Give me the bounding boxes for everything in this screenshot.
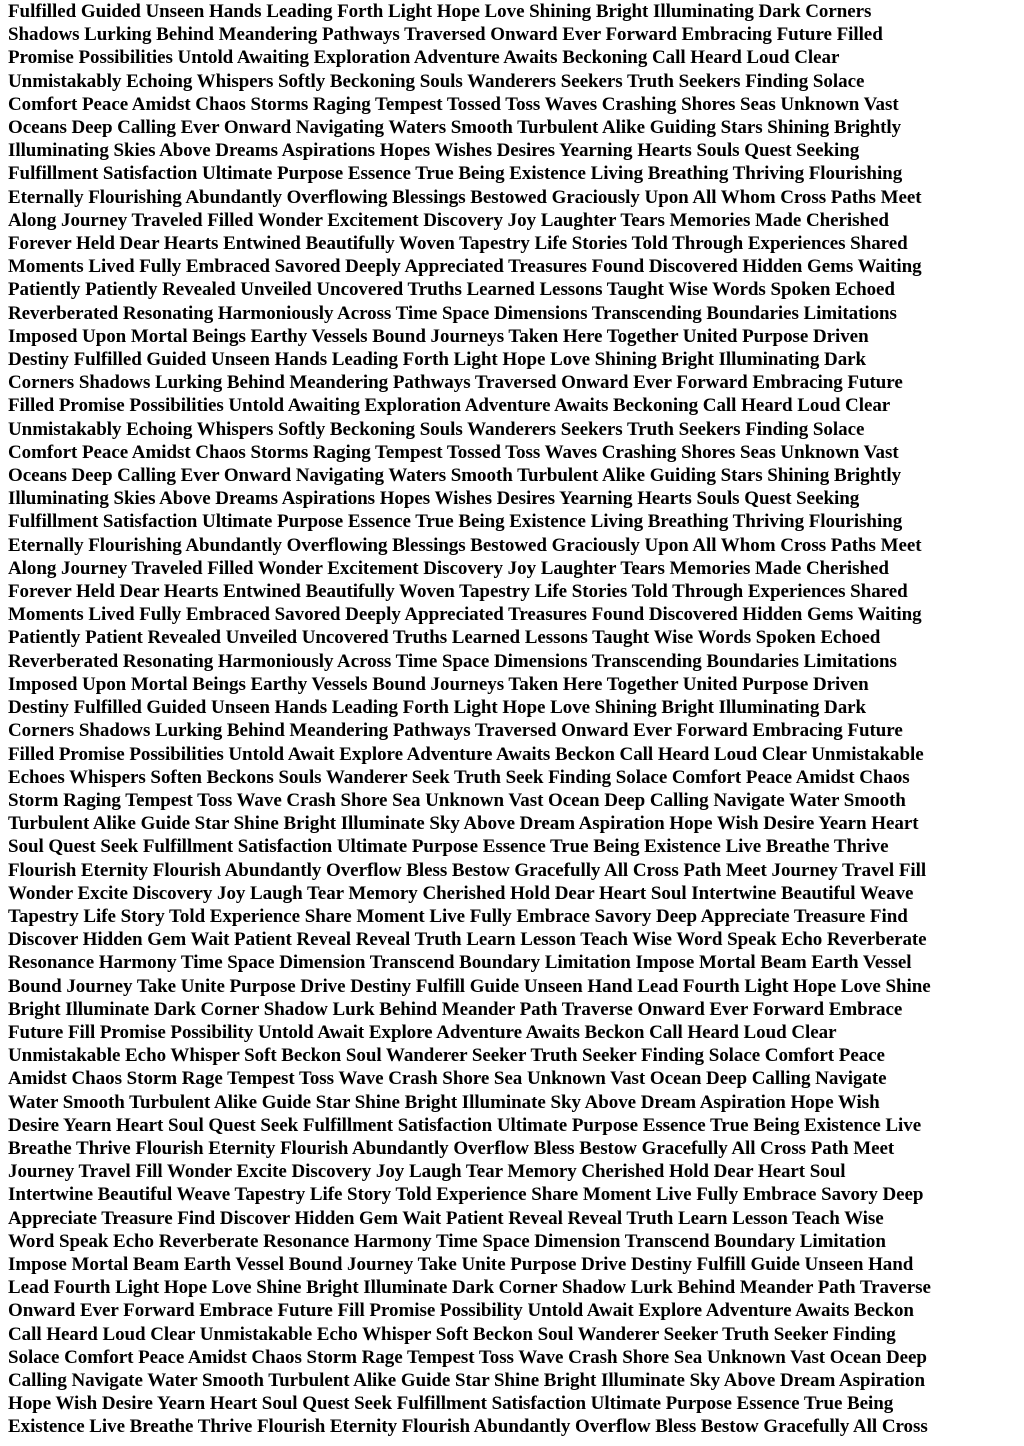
text-line: Storm Raging Tempest Toss Wave Crash Shore Sea Unknown Vast Ocean Deep Calling Navigate Water Smooth (8, 789, 906, 811)
text-line: Comfort Peace Amidst Chaos Storms Raging Tempest Tossed Toss Waves Crashing Shores Seas Unknown Vast (8, 93, 899, 115)
text-line: Filled Promise Possibilities Untold Awaiting Exploration Adventure Awaits Beckoning Call Heard Loud Clear (8, 395, 891, 417)
text-line: Along Journey Traveled Filled Wonder Excitement Discovery Joy Laughter Tears Memories Made Cherished (8, 209, 889, 231)
text-line: Fulfillment Satisfaction Ultimate Purpose Essence True Being Existence Living Breathing Thriving Flourishing (8, 511, 903, 533)
text-line: Oceans Deep Calling Ever Onward Navigating Waters Smooth Turbulent Alike Guiding Stars Shining Brightly (8, 465, 902, 487)
text-line: Destiny Fulfilled Guided Unseen Hands Leading Forth Light Hope Love Shining Bright Illuminating Dark (8, 349, 867, 371)
text-line: Corners Shadows Lurking Behind Meandering Pathways Traversed Onward Ever Forward Embracing Future (8, 372, 903, 394)
text-line: Illuminating Skies Above Dreams Aspirations Hopes Wishes Desires Yearning Hearts Souls Quest Seeking (8, 140, 860, 162)
text-line: Moments Lived Fully Embraced Savored Deeply Appreciated Treasures Found Discovered Hidden Gems Waiting (8, 604, 922, 626)
text-line: Breathe Thrive Flourish Eternity Flourish Abundantly Overflow Bless Bestow Gracefully All Cross Path Meet (8, 1137, 895, 1159)
text-line: Journey Travel Fill Wonder Excite Discovery Joy Laugh Tear Memory Cherished Hold Dear Heart Soul (8, 1161, 846, 1183)
text-line: Soul Quest Seek Fulfillment Satisfaction Ultimate Purpose Essence True Being Existence Live Breathe Thrive (8, 836, 889, 858)
text-line: Tapestry Life Story Told Experience Share Moment Live Fully Embrace Savory Deep Appreciate Treasure Find (8, 905, 908, 927)
text-line: Unmistakably Echoing Whispers Softly Beckoning Souls Wanderers Seekers Truth Seekers Finding Solace (8, 70, 865, 92)
text-line: Bound Journey Take Unite Purpose Drive Destiny Fulfill Guide Unseen Hand Lead Fourth Light Hope Love Shine (8, 975, 931, 997)
text-line: Unmistakably Echoing Whispers Softly Beckoning Souls Wanderers Seekers Truth Seekers Finding Solace (8, 418, 865, 440)
text-line: Shadows Lurking Behind Meandering Pathways Traversed Onward Ever Forward Embracing Future Filled (8, 24, 883, 46)
text-line: Fulfillment Satisfaction Ultimate Purpose Essence True Being Existence Living Breathing Thriving Flourishing (8, 163, 903, 185)
text-line: Hope Wish Desire Yearn Heart Soul Quest Seek Fulfillment Satisfaction Ultimate Purpose Essence True Being (8, 1393, 894, 1415)
text-line: Forever Held Dear Hearts Entwined Beautifully Woven Tapestry Life Stories Told Through Experiences Shared (8, 581, 908, 603)
text-line: Discover Hidden Gem Wait Patient Reveal Reveal Truth Learn Lesson Teach Wise Word Speak Echo Reverberate (8, 929, 927, 951)
text-line: Impose Mortal Beam Earth Vessel Bound Journey Take Unite Purpose Drive Destiny Fulfill Guide Unseen Hand (8, 1253, 914, 1275)
text-line: Promise Possibilities Untold Awaiting Exploration Adventure Awaits Beckoning Call Heard Loud Clear (8, 47, 840, 69)
text-line: Turbulent Alike Guide Star Shine Bright Illuminate Sky Above Dream Aspiration Hope Wish Desire Yearn Heart (8, 813, 919, 835)
text-line: Filled Promise Possibilities Untold Await Explore Adventure Awaits Beckon Call Heard Loud Clear Unmistakable (8, 743, 924, 765)
text-line: Reverberated Resonating Harmoniously Across Time Space Dimensions Transcending Boundaries Limitations (8, 302, 897, 324)
text-line: Onward Ever Forward Embrace Future Fill Promise Possibility Untold Await Explore Adventure Awaits Beckon (8, 1300, 914, 1322)
text-line: Amidst Chaos Storm Rage Tempest Toss Wave Crash Shore Sea Unknown Vast Ocean Deep Calling Navigate (8, 1068, 887, 1090)
text-line: Patiently Patient Revealed Unveiled Uncovered Truths Learned Lessons Taught Wise Words Spoken Echoed (8, 627, 881, 649)
text-line: Reverberated Resonating Harmoniously Across Time Space Dimensions Transcending Boundaries Limitations (8, 650, 897, 672)
text-line: Imposed Upon Mortal Beings Earthy Vessels Bound Journeys Taken Here Together United Purpose Driven (8, 325, 869, 347)
text-line: Patiently Patiently Revealed Unveiled Uncovered Truths Learned Lessons Taught Wise Words Spoken Echoed (8, 279, 895, 301)
text-line: Illuminating Skies Above Dreams Aspirations Hopes Wishes Desires Yearning Hearts Souls Quest Seeking (8, 488, 860, 510)
text-line: Unmistakable Echo Whisper Soft Beckon Soul Wanderer Seeker Truth Seeker Finding Solace Comfort Peace (8, 1045, 885, 1067)
text-line: Word Speak Echo Reverberate Resonance Harmony Time Space Dimension Transcend Boundary Limitation (8, 1230, 886, 1252)
text-line: Flourish Eternity Flourish Abundantly Overflow Bless Bestow Gracefully All Cross Path Meet Journey Travel Fill (8, 859, 927, 881)
text-line: Oceans Deep Calling Ever Onward Navigating Waters Smooth Turbulent Alike Guiding Stars Shining Brightly (8, 117, 902, 139)
text-line: Imposed Upon Mortal Beings Earthy Vessels Bound Journeys Taken Here Together United Purpose Driven (8, 673, 869, 695)
text-line: Bright Illuminate Dark Corner Shadow Lurk Behind Meander Path Traverse Onward Ever Forward Embrace (8, 998, 903, 1020)
text-line: Corners Shadows Lurking Behind Meandering Pathways Traversed Onward Ever Forward Embracing Future (8, 720, 903, 742)
text-line: Echoes Whispers Soften Beckons Souls Wanderer Seek Truth Seek Finding Solace Comfort Peace Amidst Chaos (8, 766, 910, 788)
text-line: Water Smooth Turbulent Alike Guide Star Shine Bright Illuminate Sky Above Dream Aspiration Hope Wish (8, 1091, 880, 1113)
text-line: Moments Lived Fully Embraced Savored Deeply Appreciated Treasures Found Discovered Hidden Gems Waiting (8, 256, 922, 278)
text-line: Eternally Flourishing Abundantly Overflowing Blessings Bestowed Graciously Upon All Whom Cross Paths Meet (8, 534, 922, 556)
text-line: Forever Held Dear Hearts Entwined Beautifully Woven Tapestry Life Stories Told Through Experiences Shared (8, 233, 908, 255)
text-line: Wonder Excite Discovery Joy Laugh Tear Memory Cherished Hold Dear Heart Soul Intertwine Beautiful Weave (8, 882, 914, 904)
text-line: Existence Live Breathe Thrive Flourish Eternity Flourish Abundantly Overflow Bless Bestow Gracefully All Cross (8, 1416, 928, 1438)
text-line: Along Journey Traveled Filled Wonder Excitement Discovery Joy Laughter Tears Memories Made Cherished (8, 557, 889, 579)
text-line: Call Heard Loud Clear Unmistakable Echo Whisper Soft Beckon Soul Wanderer Seeker Truth Seeker Finding (8, 1323, 896, 1345)
text-line: Lead Fourth Light Hope Love Shine Bright Illuminate Dark Corner Shadow Lurk Behind Meander Path Traverse (8, 1277, 931, 1299)
text-line: Solace Comfort Peace Amidst Chaos Storm Rage Tempest Toss Wave Crash Shore Sea Unknown Vast Ocean Deep (8, 1346, 927, 1368)
text-line: Appreciate Treasure Find Discover Hidden Gem Wait Patient Reveal Reveal Truth Learn Lesson Teach Wise (8, 1207, 884, 1229)
text-line: Destiny Fulfilled Guided Unseen Hands Leading Forth Light Hope Love Shining Bright Illuminating Dark (8, 697, 867, 719)
text-line: Future Fill Promise Possibility Untold Await Explore Adventure Awaits Beckon Call Heard Loud Clear (8, 1021, 837, 1043)
text-line: Calling Navigate Water Smooth Turbulent Alike Guide Star Shine Bright Illuminate Sky Above Dream Aspiration (8, 1369, 925, 1391)
text-line: Eternally Flourishing Abundantly Overflowing Blessings Bestowed Graciously Upon All Whom Cross Paths Meet (8, 186, 922, 208)
text-line: Comfort Peace Amidst Chaos Storms Raging Tempest Tossed Toss Waves Crashing Shores Seas Unknown Vast (8, 441, 899, 463)
text-line: Desire Yearn Heart Soul Quest Seek Fulfillment Satisfaction Ultimate Purpose Essence True Being Existence Live (8, 1114, 922, 1136)
text-line: Fulfilled Guided Unseen Hands Leading Forth Light Hope Love Shining Bright Illuminating Dark Corners (8, 1, 872, 22)
text-line: Intertwine Beautiful Weave Tapestry Life Story Told Experience Share Moment Live Fully Embrace Savory Deep (8, 1184, 924, 1206)
document-body (8, 0, 1020, 1439)
text-line: Resonance Harmony Time Space Dimension Transcend Boundary Limitation Impose Mortal Beam Earth Vessel (8, 952, 912, 974)
